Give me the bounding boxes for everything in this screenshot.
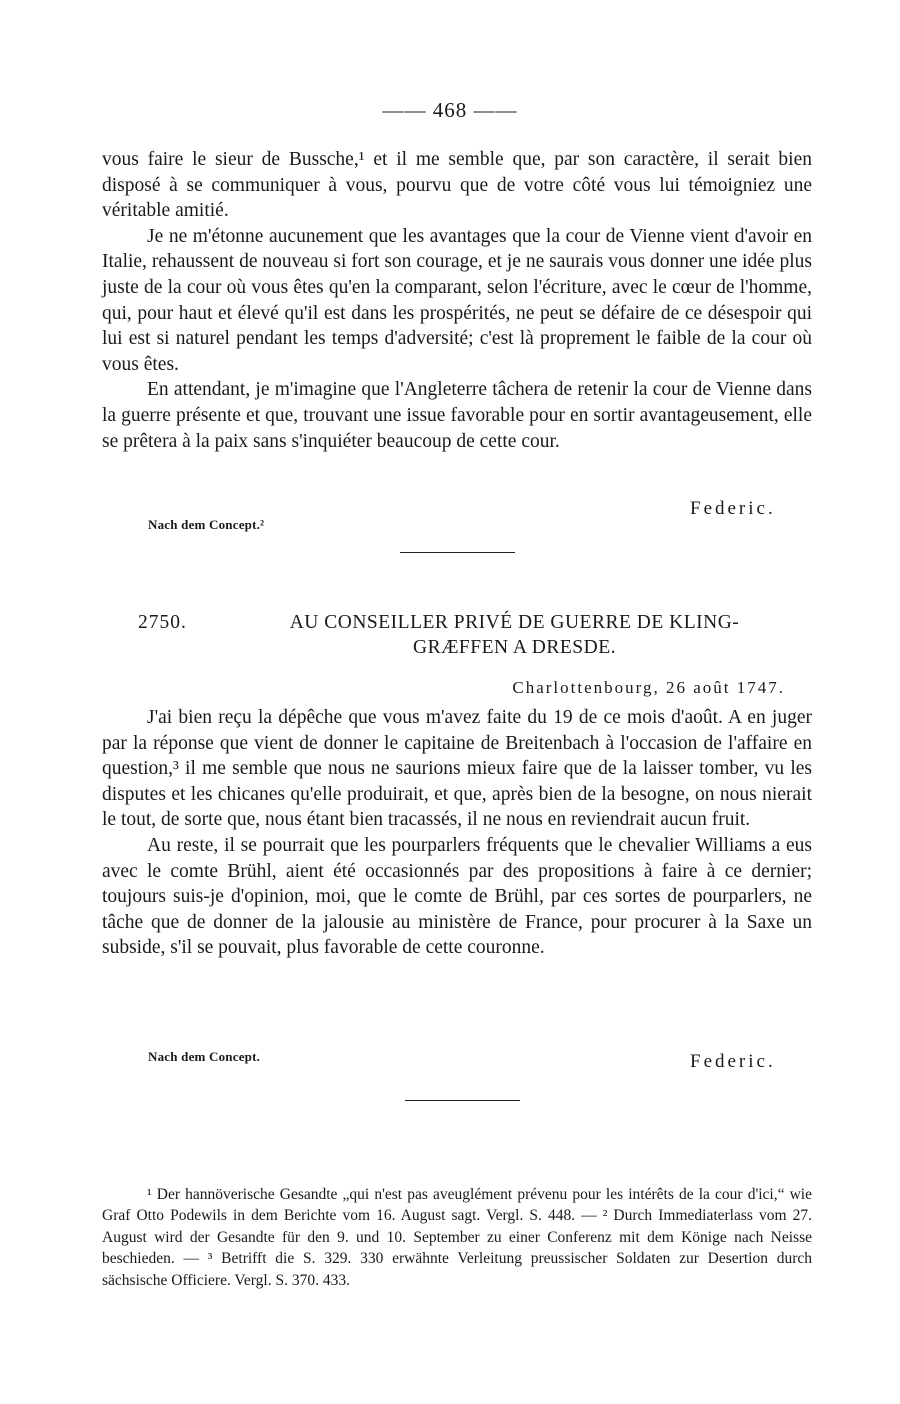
page-number <box>0 98 900 123</box>
paragraph: J'ai bien reçu la dépêche que vous m'avez faite du 19 de ce mois d'août. A en juger par la réponse que vient de donner le capitaine de Breitenbach à l'occasion de l'affaire en question,³ il me semble que nous ne saurions mieux faire que de la laisser tomber, vu les disputes et les chicanes qu'elle produirait, et que, après bien de la besogne, on nous nierait le tout, de sorte que, nous étant bien tracassés, il ne nous en reviendrait aucun fruit. <box>102 707 812 831</box>
paragraph: vous faire le sieur de Bussche,¹ et il me semble que, par son caractère, il serait bien disposé à se communiquer à vous, pourvu que de votre côté vous lui témoigniez une véritable amitié. <box>102 149 812 222</box>
paragraph: Au reste, il se pourrait que les pourparlers fréquents que le chevalier Williams a eus avec le comte Brühl, aient été occasionnés par des propositions à faire à ce dernier; toujours suis-je d'opinion, moi, que le comte de Brühl, par ces sortes de pourparlers, ne tâche que de donner de la jalousie au ministère de France, pour procurer à la Saxe un subside, s'il se pouvait, plus favorable de cette couronne. <box>102 834 812 959</box>
dateline: Charlottenbourg, 26 août 1747. <box>512 678 785 697</box>
dash-right: —— <box>467 98 518 122</box>
source-note: Nach dem Concept. <box>148 1049 261 1064</box>
letter-body <box>102 705 812 961</box>
signature: Federic. <box>690 498 776 519</box>
paragraph: En attendant, je m'imagine que l'Angleterre tâchera de retenir la cour de Vienne dans la guerre présente et que, trouvant une issue favorable pour en sortir avantageusement, elle se prêtera à la paix sans s'inquiéter beaucoup de cette cour. <box>102 379 812 452</box>
previous-letter-body <box>102 147 812 454</box>
source-note: Nach dem Concept.² <box>148 517 265 532</box>
footnote-text: ¹ Der hannöverische Gesandte „qui n'est pas aveuglément prévenu pour les intérêts de la cour d'ici,“ wie Graf Otto Podewils in dem Berichte vom 16. August sagt. Vergl. S. 448. — ² Durch Immediaterlass vom 27. August wird der Gesandte für den 9. und 10. September zu einer Conferenz mit dem Könige nach Neisse beschieden. — ³ Betrifft die S. 329. 330 erwähnte Verleitung preussischer Soldaten zur Desertion durch sächsische Officiere. Vergl. S. 370. 433. <box>102 1186 812 1289</box>
section-divider <box>400 552 515 553</box>
letter-title-line1: AU CONSEILLER PRIVÉ DE GUERRE DE KLING- <box>289 612 740 633</box>
letter-number: 2750. <box>138 612 187 633</box>
signature: Federic. <box>690 1051 776 1072</box>
section-divider <box>405 1100 520 1101</box>
page-number-value: 468 <box>432 98 468 122</box>
footnotes <box>102 1184 812 1291</box>
letter-title-line2: GRÆFFEN A DRESDE. <box>412 637 616 658</box>
dash-left: —— <box>382 98 433 122</box>
paragraph: Je ne m'étonne aucunement que les avantages que la cour de Vienne vient d'avoir en Italie, rehaussent de nouveau si fort son courage, et je ne saurais vous donner une idée plus juste de la cour où vous êtes qu'en la comparant, selon l'écriture, avec le cœur de l'homme, qui, pour haut et élevé qu'il est dans les prospérités, ne peut se défaire de ce désespoir qui lui est si naturel pendant les temps d'adversité; c'est là proprement le faible de la cour où vous êtes. <box>102 225 812 375</box>
